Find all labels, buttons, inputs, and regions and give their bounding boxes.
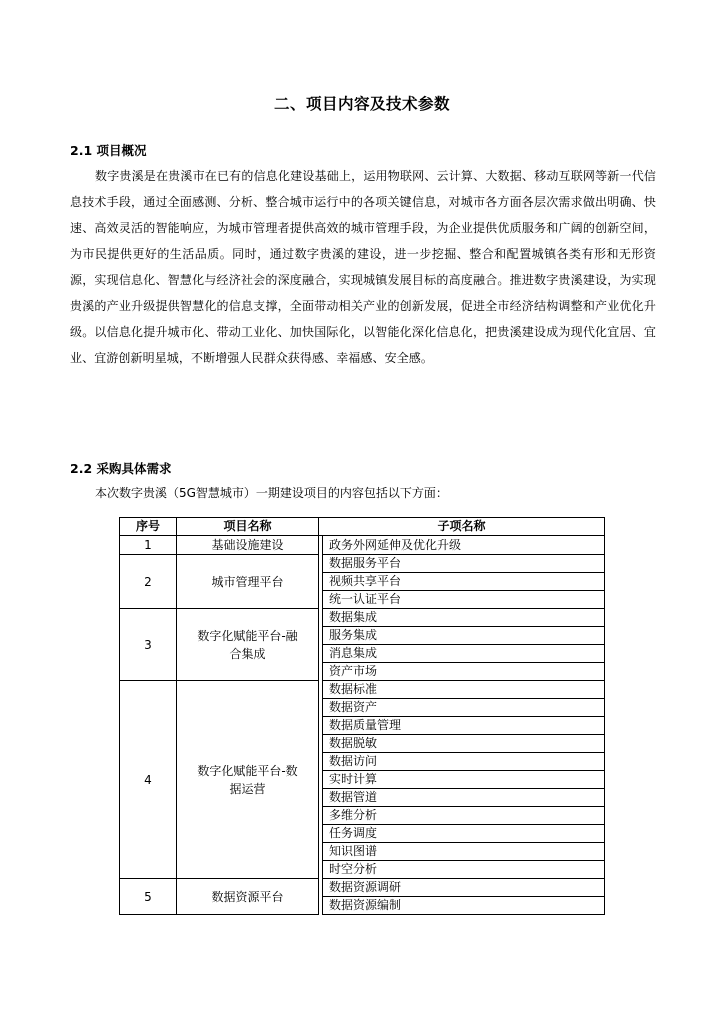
subitem-name: 数据脱敏 (323, 735, 605, 753)
project-name: 基础设施建设 (177, 536, 319, 555)
row-number: 4 (120, 681, 177, 879)
project-name: 数字化赋能平台-数据运营 (177, 681, 319, 879)
subitem-name: 多维分析 (323, 807, 605, 825)
table-row (120, 609, 605, 627)
subitem-name: 数据集成 (323, 609, 605, 627)
overview-paragraph: 数字贵溪是在贵溪市在已有的信息化建设基础上，运用物联网、云计算、大数据、移动互联网等新一代信息技术手段，通过全面感测、分析、整合城市运行中的各项关键信息，对城市各方面各层次需求做出明确、快速、高效灵活的智能响应，为城市管理者提供高效的城市管理手段，为企业提供优质服务和广阔的创新空间，为市民提供更好的生活品质。同时，通过数字贵溪的建设，进一步挖掘、整合和配置城镇各类有形和无形资源，实现信息化、智慧化与经济社会的深度融合，实现城镇发展目标的高度融合。推进数字贵溪建设，为实现贵溪的产业升级提供智慧化的信息支撑，全面带动相关产业的创新发展，促进全市经济结构调整和产业优化升级。以信息化提升城市化、带动工业化、加快国际化，以智能化深化信息化，把贵溪建设成为现代化宜居、宜业、宜游创新明星城，不断增强人民群众获得感、幸福感、安全感。 (70, 169, 656, 365)
row-number: 1 (120, 536, 177, 555)
subitem-name: 统一认证平台 (323, 591, 605, 609)
subitem-name: 数据质量管理 (323, 717, 605, 735)
project-name: 数据资源平台 (177, 879, 319, 915)
subitem-name: 资产市场 (323, 663, 605, 681)
table-row (120, 555, 605, 573)
subitem-name: 数据管道 (323, 789, 605, 807)
subitem-name: 数据服务平台 (323, 555, 605, 573)
header-project-name: 项目名称 (177, 518, 319, 536)
table-row (120, 879, 605, 897)
table-body (120, 536, 605, 915)
subitem-name: 政务外网延伸及优化升级 (323, 536, 605, 555)
subitem-name: 知识图谱 (323, 843, 605, 861)
subitem-name: 消息集成 (323, 645, 605, 663)
project-name: 城市管理平台 (177, 555, 319, 609)
row-number: 5 (120, 879, 177, 915)
page-title: 二、项目内容及技术参数 (273, 95, 450, 113)
subitem-name: 任务调度 (323, 825, 605, 843)
subitem-name: 服务集成 (323, 627, 605, 645)
section-heading-overview: 2.1 项目概况 (70, 143, 147, 158)
table-row (120, 681, 605, 699)
header-no: 序号 (120, 518, 177, 536)
table-row (120, 536, 605, 555)
subitem-name: 实时计算 (323, 771, 605, 789)
requirements-intro: 本次数字贵溪（5G智慧城市）一期建设项目的内容包括以下方面： (95, 486, 448, 500)
subitem-name: 数据资源调研 (323, 879, 605, 897)
project-name: 数字化赋能平台-融合集成 (177, 609, 319, 681)
row-number: 3 (120, 609, 177, 681)
row-number: 2 (120, 555, 177, 609)
subitem-name: 时空分析 (323, 861, 605, 879)
subitem-name: 视频共享平台 (323, 573, 605, 591)
project-table (119, 517, 605, 915)
subitem-name: 数据资源编制 (323, 897, 605, 915)
header-subitem-name: 子项名称 (319, 518, 605, 536)
table-header-row (120, 518, 605, 536)
subitem-name: 数据资产 (323, 699, 605, 717)
section-heading-requirements: 2.2 采购具体需求 (70, 461, 172, 476)
subitem-name: 数据访问 (323, 753, 605, 771)
subitem-name: 数据标准 (323, 681, 605, 699)
